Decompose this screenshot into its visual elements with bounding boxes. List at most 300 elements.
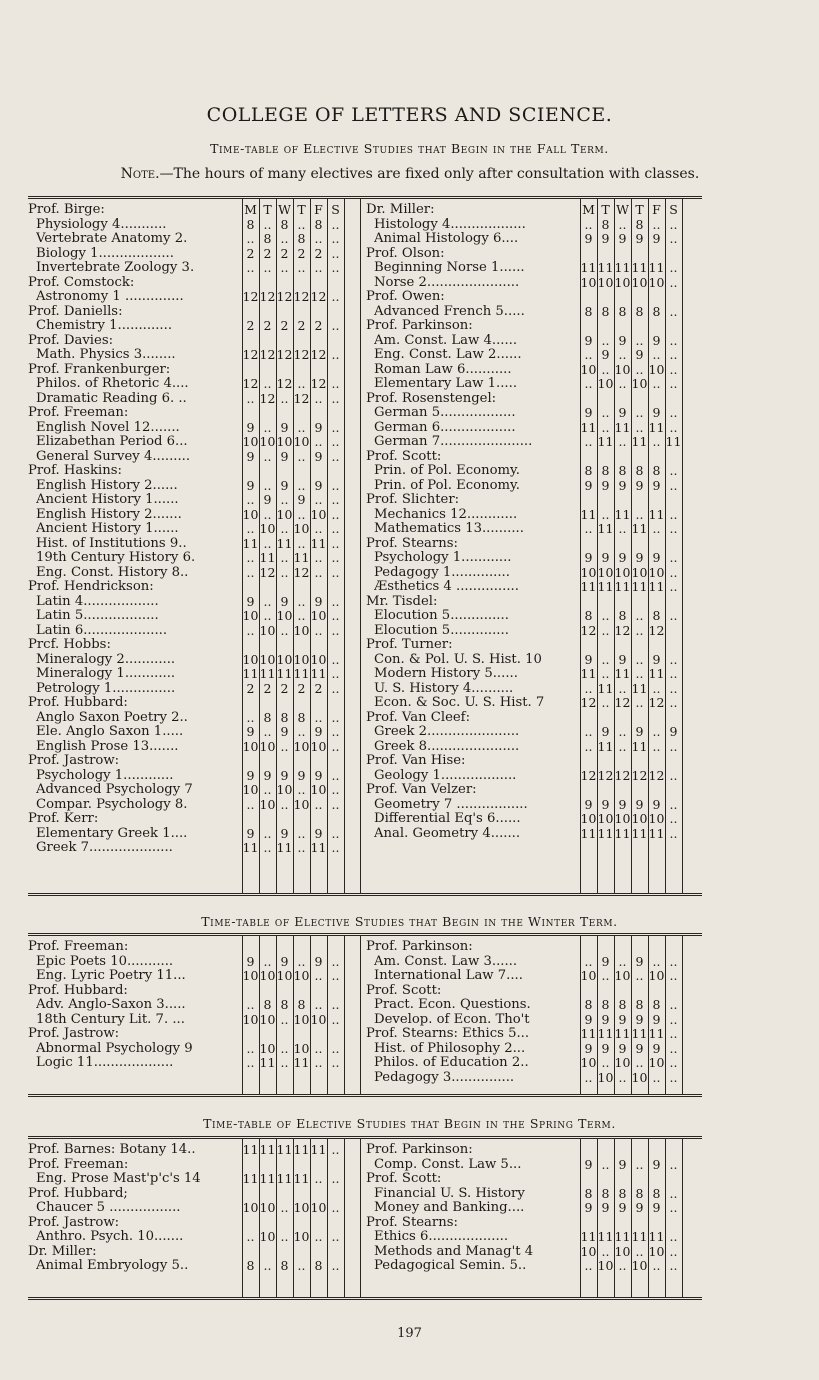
hour-cell: 9 <box>652 332 661 348</box>
winter-term-table <box>28 933 702 1097</box>
hour-cell: .. <box>280 738 289 754</box>
hour-cell: .. <box>297 216 306 232</box>
hour-cell: 11 <box>614 1026 631 1041</box>
hour-cell: .. <box>280 521 289 536</box>
course-row <box>28 260 346 275</box>
hour-cell: 10 <box>310 1200 327 1215</box>
hour-cell: 11 <box>293 1055 310 1070</box>
hour-cell: 10 <box>597 274 614 290</box>
hour-cell: 12 <box>614 622 631 638</box>
hour-cell: .. <box>280 550 289 565</box>
hour-cell: 9 <box>635 550 644 565</box>
hour-cell: 11 <box>648 825 665 841</box>
hour-cell: .. <box>263 593 272 609</box>
professor-row <box>28 939 346 954</box>
course-row <box>366 304 684 319</box>
hour-cell: 2 <box>263 245 272 261</box>
hour-cell: 12 <box>614 767 631 783</box>
course-row <box>366 565 684 580</box>
hour-cell: .. <box>635 419 644 435</box>
hour-cell: 10 <box>648 274 665 290</box>
course-label: Epic Poets 10........... <box>36 953 174 969</box>
course-label: Mathematics 13.......... <box>374 521 524 536</box>
course-label: 18th Century Lit. 7. ... <box>36 1011 185 1027</box>
day-header: F <box>652 202 661 217</box>
table-top-rule <box>28 1136 702 1139</box>
hour-cell: .. <box>314 390 323 406</box>
hour-cell: .. <box>314 492 323 507</box>
hour-cell: 10 <box>276 968 293 983</box>
hour-cell: .. <box>314 231 323 246</box>
hour-cell: 10 <box>580 1243 597 1259</box>
hour-cell: 10 <box>614 1055 631 1070</box>
hour-cell: 11 <box>614 579 631 594</box>
hour-cell: .. <box>280 492 289 507</box>
course-label: Econ. & Soc. U. S. Hist. 7 <box>374 695 545 710</box>
professor-row <box>366 449 684 464</box>
hour-cell: .. <box>331 1011 340 1027</box>
hour-cell: 11 <box>293 1171 310 1186</box>
course-label: Prin. of Pol. Economy. <box>374 477 520 493</box>
hour-cell: .. <box>618 347 627 362</box>
hour-cell: .. <box>669 506 678 522</box>
hour-cell: .. <box>246 550 255 565</box>
hour-cell: .. <box>635 608 644 623</box>
course-label: Abnormal Psychology 9 <box>36 1040 193 1056</box>
hour-cell: .. <box>601 1055 610 1070</box>
hour-cell: 9 <box>618 796 627 812</box>
course-label: Ancient History 1...... <box>36 492 179 507</box>
hour-cell: 11 <box>597 521 614 536</box>
hour-cell: 12 <box>276 289 293 304</box>
professor-row <box>366 1171 684 1186</box>
course-label: Advanced French 5..... <box>374 303 525 319</box>
hour-cell: .. <box>584 738 593 754</box>
professor-row <box>366 246 684 261</box>
course-row <box>28 594 346 609</box>
hour-cell: .. <box>314 521 323 536</box>
professor-label: Prof. Daniells: <box>28 303 123 319</box>
hour-cell: .. <box>635 332 644 348</box>
table-header-row <box>28 202 346 217</box>
hour-cell: 9 <box>584 477 593 493</box>
hour-cell: .. <box>314 1171 323 1186</box>
hour-cell: .. <box>669 361 678 377</box>
hour-cell: .. <box>314 968 323 983</box>
course-label: Am. Const. Law 3...... <box>374 953 518 969</box>
hour-cell: 10 <box>293 521 310 536</box>
course-row <box>366 739 684 754</box>
hour-cell: 8 <box>280 216 289 232</box>
hour-cell: 12 <box>259 564 276 580</box>
course-row <box>28 1055 346 1070</box>
hour-cell: 10 <box>242 968 259 983</box>
hour-cell: .. <box>669 216 678 232</box>
professor-label: Prof. Parkinson: <box>366 939 473 954</box>
hour-cell: .. <box>246 260 255 275</box>
course-label: Math. Physics 3........ <box>36 347 176 362</box>
hour-cell: .. <box>280 390 289 406</box>
course-label: English History 2...... <box>36 477 178 493</box>
course-row <box>366 1186 684 1201</box>
hour-cell: 11 <box>597 434 614 449</box>
hour-cell: 10 <box>648 1243 665 1259</box>
hour-cell: .. <box>297 724 306 739</box>
course-row <box>366 333 684 348</box>
hour-cell: 9 <box>618 1040 627 1056</box>
course-row <box>366 420 684 435</box>
hour-cell: 11 <box>648 260 665 275</box>
course-label: Geometry 7 ................. <box>374 796 528 812</box>
hour-cell: 10 <box>631 564 648 580</box>
course-label: Anglo Saxon Poetry 2.. <box>36 709 188 725</box>
hour-cell: 9 <box>246 593 255 609</box>
hour-cell: 9 <box>652 1156 661 1172</box>
hour-cell: .. <box>331 782 340 797</box>
hour-cell: 8 <box>635 303 644 319</box>
hour-cell: 9 <box>584 1156 593 1172</box>
hour-cell: .. <box>280 260 289 275</box>
hour-cell: 11 <box>631 434 648 449</box>
hour-cell: 11 <box>276 840 293 855</box>
hour-cell: .. <box>618 724 627 739</box>
hour-cell: 8 <box>263 709 272 725</box>
course-row <box>28 231 346 246</box>
course-row <box>28 434 346 449</box>
hour-cell: 2 <box>280 680 289 696</box>
hour-cell: 9 <box>601 724 610 739</box>
course-row <box>28 826 346 841</box>
course-row <box>366 478 684 493</box>
hour-cell: 2 <box>297 245 306 261</box>
hour-cell: .. <box>246 1055 255 1070</box>
hour-cell: .. <box>297 448 306 464</box>
professor-label: Prof. Jastrow: <box>28 1214 120 1230</box>
hour-cell: .. <box>331 419 340 435</box>
hour-cell: 10 <box>242 434 259 449</box>
hour-cell: 11 <box>259 666 276 681</box>
course-label: Am. Const. Law 4...... <box>374 332 518 348</box>
hour-cell: 10 <box>614 564 631 580</box>
course-label: Animal Embryology 5.. <box>36 1258 189 1273</box>
hour-cell: 8 <box>601 997 610 1012</box>
course-row <box>28 768 346 783</box>
hour-cell: .. <box>601 1156 610 1172</box>
course-row <box>366 362 684 377</box>
hour-cell: 12 <box>242 289 259 304</box>
course-row <box>28 954 346 969</box>
hour-cell: 12 <box>276 376 293 391</box>
hour-cell: 9 <box>601 1040 610 1056</box>
professor-row <box>366 289 684 304</box>
professor-row <box>366 710 684 725</box>
hour-cell: .. <box>314 1229 323 1244</box>
hour-cell: 11 <box>242 666 259 681</box>
hour-cell: 9 <box>246 448 255 464</box>
hour-cell: 12 <box>293 289 310 304</box>
hour-cell: .. <box>669 303 678 319</box>
hour-cell: 9 <box>652 1040 661 1056</box>
hour-cell: 9 <box>635 231 644 246</box>
hour-cell: 12 <box>648 695 665 710</box>
hour-cell: .. <box>246 521 255 536</box>
course-label: General Survey 4......... <box>36 448 191 464</box>
hour-cell: 9 <box>314 448 323 464</box>
hour-cell: 9 <box>314 767 323 783</box>
course-label: Elocution 5.............. <box>374 608 509 623</box>
course-label: Biology 1.................. <box>36 245 174 261</box>
hour-cell: 10 <box>648 1055 665 1070</box>
course-row <box>28 449 346 464</box>
hour-cell: 8 <box>601 463 610 478</box>
hour-cell: .. <box>652 680 661 696</box>
hour-cell: 9 <box>601 550 610 565</box>
hour-cell: 10 <box>293 1229 310 1244</box>
course-label: Elizabethan Period 6... <box>36 434 188 449</box>
hour-cell: 9 <box>246 419 255 435</box>
hour-cell: 10 <box>276 506 293 522</box>
hour-cell: .. <box>331 622 340 638</box>
hour-cell: 10 <box>580 361 597 377</box>
hour-cell: 10 <box>259 434 276 449</box>
professor-row <box>366 753 684 768</box>
hour-cell: 10 <box>631 811 648 826</box>
professor-row <box>28 275 346 290</box>
course-row <box>366 1229 684 1244</box>
course-label: Develop. of Econ. Tho't <box>374 1011 530 1027</box>
hour-cell: 11 <box>580 1026 597 1041</box>
hour-cell: 9 <box>584 651 593 667</box>
course-row <box>366 507 684 522</box>
day-header: W <box>278 202 291 217</box>
course-label: Mineralogy 1............ <box>36 666 176 681</box>
hour-cell: 10 <box>580 968 597 983</box>
professor-row <box>366 391 684 406</box>
hour-cell: 9 <box>601 953 610 969</box>
course-row <box>28 550 346 565</box>
professor-label: Prcf. Hobbs: <box>28 637 111 652</box>
hour-cell: 10 <box>259 968 276 983</box>
hour-cell: 9 <box>246 953 255 969</box>
course-row <box>28 478 346 493</box>
hour-cell: .. <box>669 332 678 348</box>
hour-cell: .. <box>652 521 661 536</box>
hour-cell: .. <box>263 448 272 464</box>
hour-cell: 9 <box>652 796 661 812</box>
hour-cell: 12 <box>259 390 276 406</box>
course-label: Invertebrate Zoology 3. <box>36 260 195 275</box>
course-label: Eng. Const. History 8.. <box>36 564 189 580</box>
hour-cell: .. <box>331 840 340 855</box>
hour-cell: 10 <box>580 811 597 826</box>
hour-cell: 10 <box>614 274 631 290</box>
course-label: Latin 4.................. <box>36 593 159 609</box>
course-row <box>366 652 684 667</box>
course-label: German 7...................... <box>374 434 533 449</box>
hour-cell: .. <box>618 376 627 391</box>
hour-cell: 10 <box>259 1200 276 1215</box>
course-label: Pedagogy 3............... <box>374 1069 515 1085</box>
professor-row <box>28 1186 346 1201</box>
hour-cell: 9 <box>601 1011 610 1027</box>
hour-cell: .. <box>669 811 678 826</box>
hour-cell: 11 <box>614 260 631 275</box>
hour-cell: .. <box>331 1040 340 1056</box>
note <box>30 166 790 182</box>
hour-cell: 2 <box>314 245 323 261</box>
hour-cell: 10 <box>597 811 614 826</box>
hour-cell: .. <box>246 997 255 1012</box>
hour-cell: 8 <box>652 997 661 1012</box>
hour-cell: .. <box>652 724 661 739</box>
hour-cell: 2 <box>246 680 255 696</box>
hour-cell: .. <box>669 419 678 435</box>
professor-label: Prof. Stearns: Ethics 5... <box>366 1026 530 1041</box>
professor-row <box>28 983 346 998</box>
hour-cell: .. <box>669 825 678 841</box>
hour-cell: .. <box>314 260 323 275</box>
course-label: Elocution 5.............. <box>374 622 509 638</box>
hour-cell: 11 <box>648 506 665 522</box>
hour-cell: .. <box>263 535 272 551</box>
course-label: Pedagogical Semin. 5.. <box>374 1258 527 1273</box>
hour-cell: .. <box>669 550 678 565</box>
professor-row <box>366 637 684 652</box>
hour-cell: .. <box>331 347 340 362</box>
course-row <box>366 260 684 275</box>
hour-cell: .. <box>669 695 678 710</box>
course-label: Greek 2...................... <box>374 724 520 739</box>
course-label: U. S. History 4.......... <box>374 680 514 696</box>
hour-cell: .. <box>263 376 272 391</box>
hour-cell: 8 <box>280 709 289 725</box>
hour-cell: 10 <box>310 738 327 754</box>
hour-cell: 11 <box>259 550 276 565</box>
professor-label: Prof. Stearns: <box>366 1214 458 1230</box>
hour-cell: 8 <box>314 216 323 232</box>
hour-cell: .. <box>246 1229 255 1244</box>
hour-cell: 9 <box>584 1040 593 1056</box>
course-label: Dramatic Reading 6. .. <box>36 390 187 406</box>
hour-cell: 8 <box>652 1185 661 1201</box>
hour-cell: 11 <box>631 521 648 536</box>
hour-cell: .. <box>669 680 678 696</box>
page-number: 197 <box>397 1326 422 1341</box>
hour-cell: 11 <box>614 506 631 522</box>
course-row <box>28 246 346 261</box>
course-row <box>28 710 346 725</box>
hour-cell: 10 <box>242 651 259 667</box>
hour-cell: 10 <box>293 1200 310 1215</box>
hour-cell: 10 <box>259 1011 276 1027</box>
course-label: Ancient History 1...... <box>36 521 179 536</box>
hour-cell: 10 <box>614 361 631 377</box>
hour-cell: 11 <box>580 825 597 841</box>
fall-term-heading: Time-table of Elective Studies that Begin in the Fall Term. <box>210 141 609 156</box>
professor-label: Prof. Haskins: <box>28 463 122 478</box>
course-row <box>28 797 346 812</box>
professor-label: Prof. Hubbard; <box>28 1185 128 1201</box>
hour-cell: .. <box>246 564 255 580</box>
day-header: W <box>616 202 629 217</box>
professor-label: Prof. Owen: <box>366 289 445 304</box>
hour-cell: .. <box>635 666 644 681</box>
hour-cell: .. <box>601 419 610 435</box>
course-label: German 6.................. <box>374 419 516 435</box>
hour-cell: .. <box>669 953 678 969</box>
course-row <box>366 217 684 232</box>
hour-cell: 8 <box>314 1258 323 1273</box>
hour-cell: .. <box>331 608 340 623</box>
hour-cell: 8 <box>280 997 289 1012</box>
hour-cell: 10 <box>242 608 259 623</box>
course-label: Elementary Greek 1.... <box>36 825 188 841</box>
course-row <box>28 681 346 696</box>
hour-cell: .. <box>652 434 661 449</box>
hour-cell: 10 <box>597 1069 614 1085</box>
hour-cell: 8 <box>652 303 661 319</box>
hour-cell: 11 <box>631 260 648 275</box>
hour-cell: 9 <box>584 796 593 812</box>
hour-cell: .. <box>652 347 661 362</box>
hour-cell: .. <box>669 1200 678 1215</box>
hour-cell: 11 <box>631 680 648 696</box>
hour-cell: 9 <box>601 796 610 812</box>
course-label: International Law 7.... <box>374 968 523 983</box>
hour-cell: 9 <box>246 825 255 841</box>
hour-cell: 8 <box>584 608 593 623</box>
hour-cell: .. <box>584 376 593 391</box>
note-text: —The hours of many electives are fixed only after consultation with classes. <box>159 166 700 182</box>
hour-cell: .. <box>669 651 678 667</box>
hour-cell: 2 <box>246 318 255 333</box>
hour-cell: 9 <box>263 767 272 783</box>
hour-cell: .. <box>331 434 340 449</box>
hour-cell: 10 <box>597 1258 614 1273</box>
hour-cell: 9 <box>618 332 627 348</box>
professor-row <box>28 637 346 652</box>
hour-cell: .. <box>669 521 678 536</box>
hour-cell: .. <box>331 1055 340 1070</box>
hour-cell: 11 <box>614 825 631 841</box>
section-column-divider <box>360 199 361 893</box>
hour-cell: 8 <box>652 463 661 478</box>
hour-cell: 9 <box>635 347 644 362</box>
professor-label: Dr. Miller: <box>366 202 435 217</box>
professor-row <box>28 463 346 478</box>
hour-cell: .. <box>331 767 340 783</box>
hour-cell: 11 <box>665 434 682 449</box>
hour-cell: .. <box>669 738 678 754</box>
hour-cell: 11 <box>580 1229 597 1244</box>
hour-cell: 11 <box>276 1142 293 1157</box>
hour-cell: .. <box>669 1011 678 1027</box>
hour-cell: 8 <box>584 1185 593 1201</box>
hour-cell: .. <box>618 680 627 696</box>
course-label: Chaucer 5 ................. <box>36 1200 181 1215</box>
hour-cell: .. <box>669 968 678 983</box>
course-label: English Novel 12....... <box>36 419 180 435</box>
professor-label: Prof. Scott: <box>366 982 442 998</box>
course-label: Methods and Manag't 4 <box>374 1243 534 1259</box>
hour-cell: .. <box>635 506 644 522</box>
hour-cell: .. <box>584 1069 593 1085</box>
table-bottom-rule <box>28 1094 702 1097</box>
hour-cell: .. <box>618 521 627 536</box>
hour-cell: 10 <box>276 608 293 623</box>
hour-cell: 12 <box>259 347 276 362</box>
table-top-rule <box>28 933 702 936</box>
